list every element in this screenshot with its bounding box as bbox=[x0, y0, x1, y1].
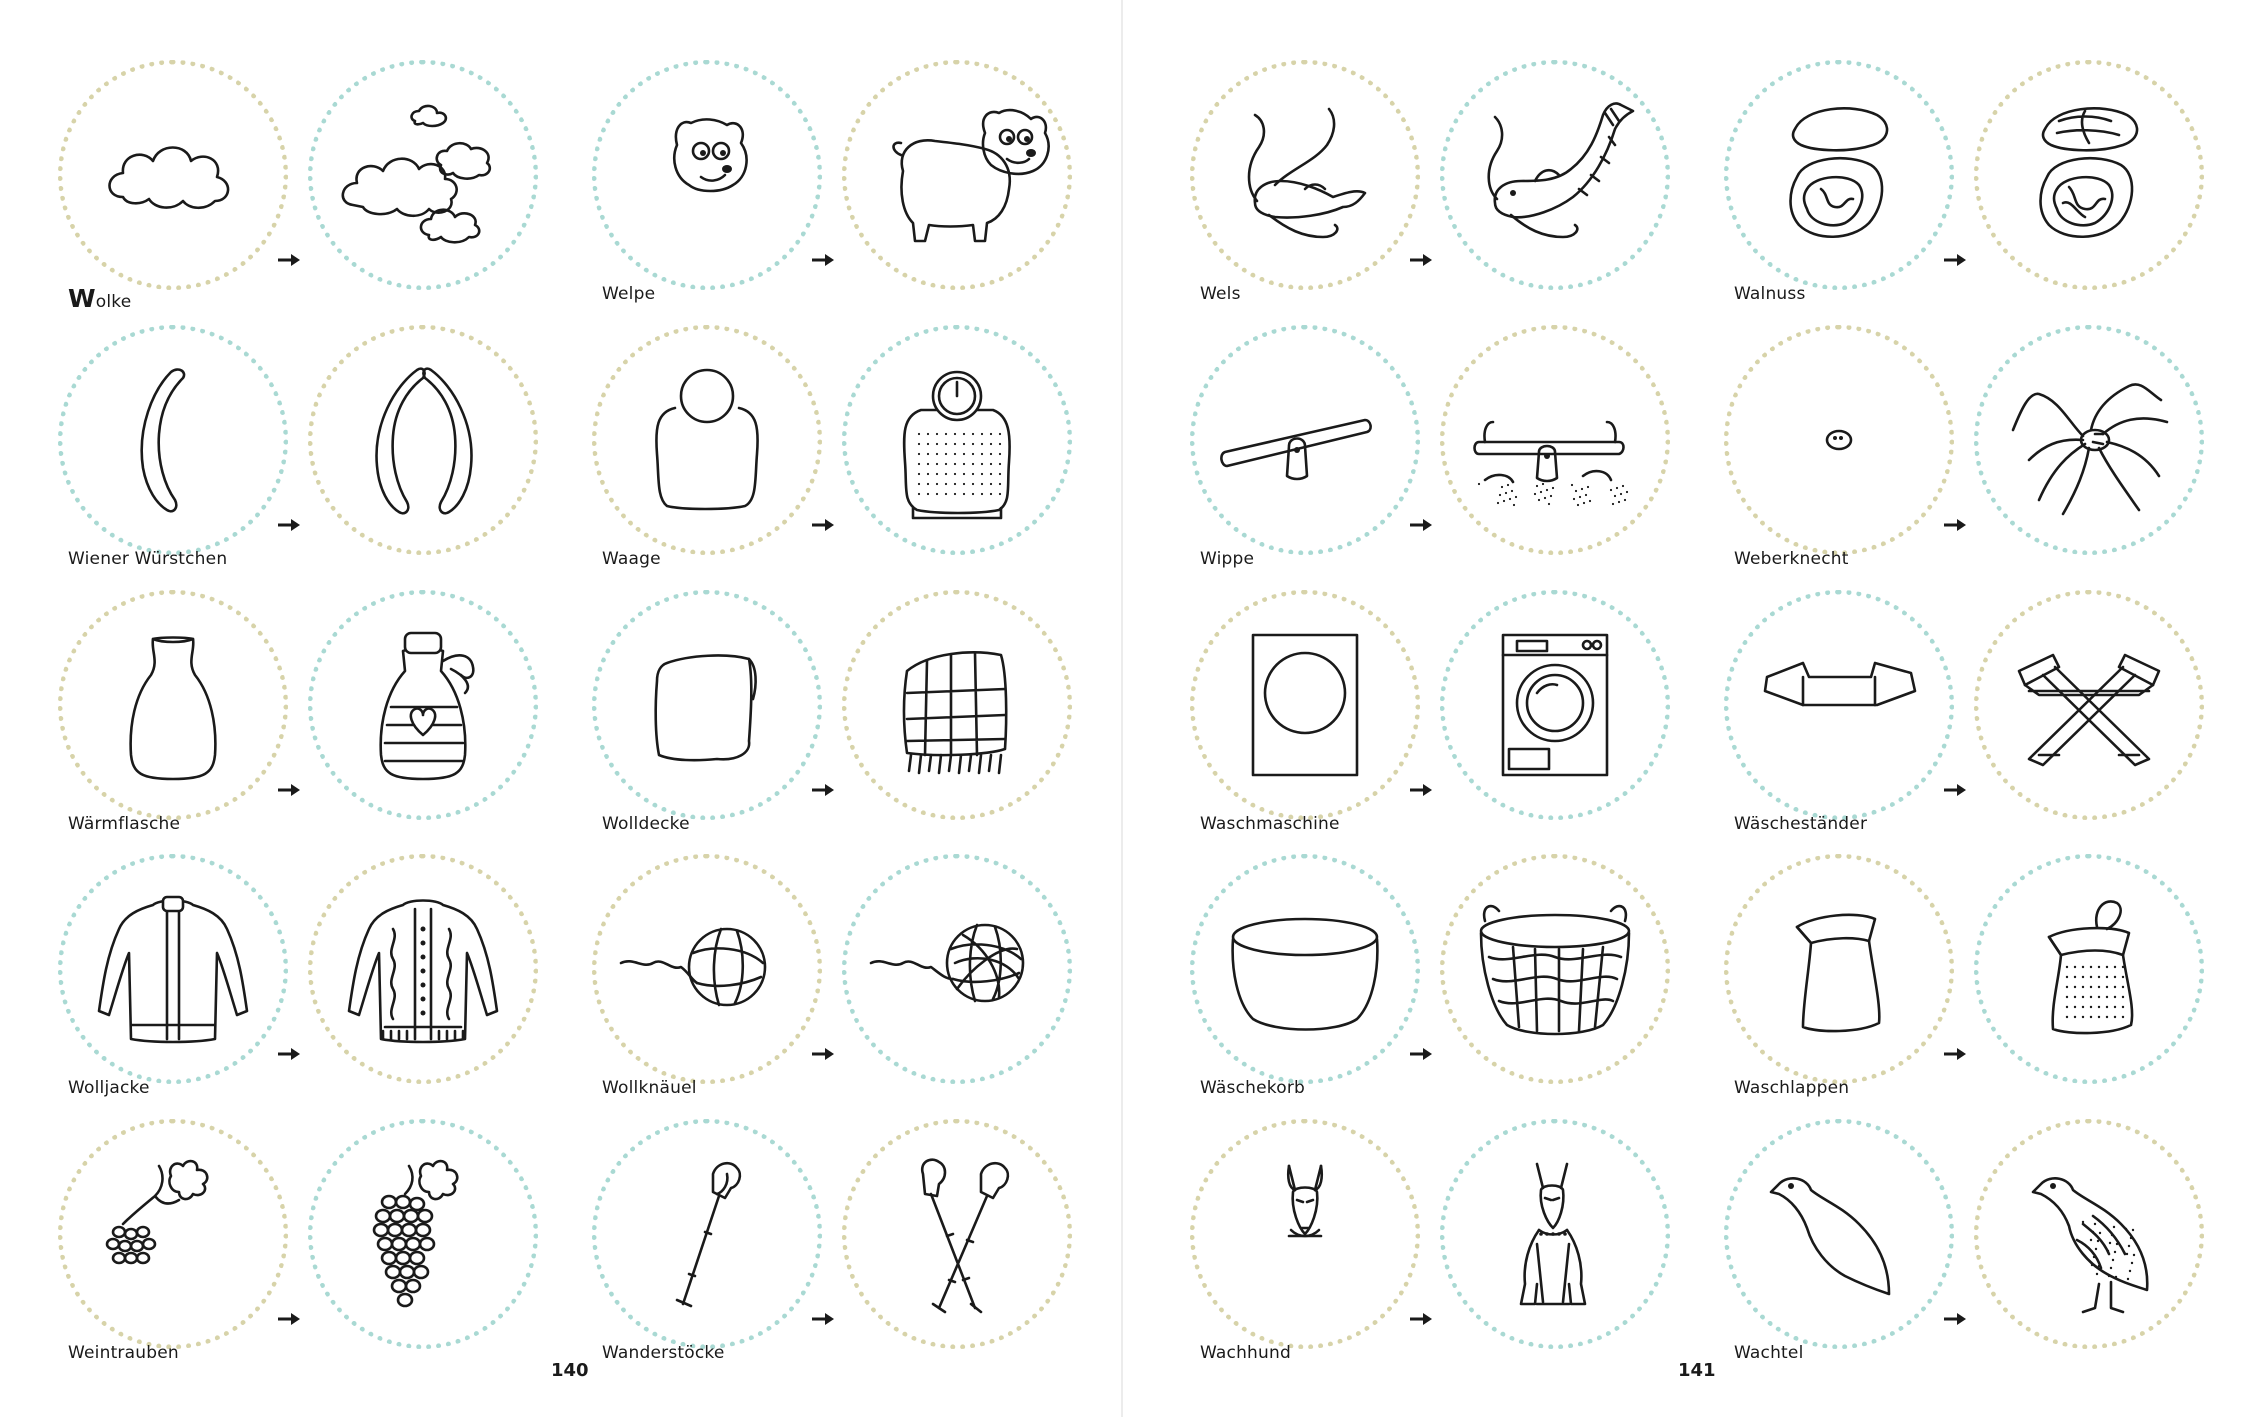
yarn-ball-detailed-icon bbox=[867, 879, 1047, 1059]
vocab-card bbox=[1724, 60, 2234, 324]
arrow-right-icon bbox=[811, 252, 835, 268]
arrow-right-icon bbox=[811, 1046, 835, 1062]
detailed-circle bbox=[842, 590, 1072, 820]
detailed-circle bbox=[308, 325, 538, 555]
bathroom-scale-icon bbox=[867, 350, 1047, 530]
word-label bbox=[602, 814, 690, 834]
label-text: Weintrauben bbox=[68, 1343, 179, 1363]
rack-outline-icon bbox=[1749, 615, 1929, 795]
sausage-pair-icon bbox=[333, 350, 513, 530]
yarn-ball-icon bbox=[617, 879, 797, 1059]
mitt-outline-icon bbox=[1749, 879, 1929, 1059]
outline-circle bbox=[1190, 1119, 1420, 1349]
arrow-right-icon bbox=[811, 782, 835, 798]
detailed-circle bbox=[308, 60, 538, 290]
grapes-bunch-icon bbox=[333, 1144, 513, 1324]
vocab-card bbox=[1724, 325, 2234, 589]
outline-circle bbox=[1724, 325, 1954, 555]
hot-water-bottle-icon bbox=[333, 615, 513, 795]
page-number: 140 bbox=[551, 1360, 589, 1381]
catfish-icon bbox=[1465, 85, 1645, 265]
word-label bbox=[1734, 549, 1849, 569]
jacket-icon bbox=[83, 879, 263, 1059]
vocab-card bbox=[592, 60, 1102, 324]
label-rest: olke bbox=[95, 292, 132, 312]
vocab-card bbox=[1724, 1119, 2234, 1383]
arrow-right-icon bbox=[277, 517, 301, 533]
outline-circle bbox=[1724, 1119, 1954, 1349]
word-label bbox=[602, 549, 661, 569]
label-text: Waschlappen bbox=[1734, 1078, 1850, 1098]
drying-rack-icon bbox=[1999, 615, 2179, 795]
arrow-right-icon bbox=[277, 782, 301, 798]
word-label bbox=[68, 549, 227, 569]
detailed-circle bbox=[1440, 590, 1670, 820]
seesaw-outline-icon bbox=[1215, 350, 1395, 530]
vocab-card bbox=[592, 854, 1102, 1118]
outline-circle bbox=[58, 60, 288, 290]
grapes-small-icon bbox=[83, 1144, 263, 1324]
outline-circle bbox=[58, 325, 288, 555]
catfish-outline-icon bbox=[1215, 85, 1395, 265]
outline-circle bbox=[592, 60, 822, 290]
harvestman-icon bbox=[1999, 350, 2179, 530]
label-text: Wachhund bbox=[1200, 1343, 1291, 1363]
outline-circle bbox=[58, 854, 288, 1084]
outline-circle bbox=[592, 1119, 822, 1349]
vocab-card bbox=[1724, 854, 2234, 1118]
arrow-right-icon bbox=[1943, 252, 1967, 268]
label-text: Walnuss bbox=[1734, 284, 1806, 304]
label-text: Wanderstöcke bbox=[602, 1343, 725, 1363]
word-label bbox=[68, 284, 131, 313]
dog-head-icon bbox=[1215, 1144, 1395, 1324]
word-label bbox=[1734, 814, 1867, 834]
vocab-card bbox=[1190, 60, 1700, 324]
label-text: Wolljacke bbox=[68, 1078, 150, 1098]
label-text: Wachtel bbox=[1734, 1343, 1804, 1363]
detailed-circle bbox=[308, 854, 538, 1084]
washing-machine-icon bbox=[1465, 615, 1645, 795]
word-label bbox=[68, 814, 180, 834]
outline-circle bbox=[1190, 590, 1420, 820]
label-text: Wippe bbox=[1200, 549, 1255, 569]
arrow-right-icon bbox=[277, 252, 301, 268]
quail-icon bbox=[1999, 1144, 2179, 1324]
word-label bbox=[1200, 549, 1254, 569]
puppy-icon bbox=[867, 85, 1047, 265]
outline-circle bbox=[592, 590, 822, 820]
knit-cardigan-icon bbox=[333, 879, 513, 1059]
cushion-outline-icon bbox=[617, 615, 797, 795]
arrow-right-icon bbox=[1409, 1046, 1433, 1062]
puppy-head-icon bbox=[617, 85, 797, 265]
cloud-icon bbox=[83, 85, 263, 265]
label-text: Waschmaschine bbox=[1200, 814, 1340, 834]
vocab-card bbox=[592, 1119, 1102, 1383]
walnut-outline-icon bbox=[1749, 85, 1929, 265]
detailed-circle bbox=[1974, 1119, 2204, 1349]
vocab-card bbox=[58, 854, 568, 1118]
word-label bbox=[1734, 1343, 1804, 1363]
detailed-circle bbox=[1974, 854, 2204, 1084]
label-text: Wäschekorb bbox=[1200, 1078, 1305, 1098]
vocab-card bbox=[1190, 1119, 1700, 1383]
outline-circle bbox=[58, 590, 288, 820]
label-text: Waage bbox=[602, 549, 661, 569]
detailed-circle bbox=[1974, 60, 2204, 290]
label-text: Wolldecke bbox=[602, 814, 690, 834]
arrow-right-icon bbox=[1409, 782, 1433, 798]
detailed-circle bbox=[842, 1119, 1072, 1349]
arrow-right-icon bbox=[1943, 517, 1967, 533]
outline-circle bbox=[592, 854, 822, 1084]
vocab-card bbox=[58, 60, 568, 324]
laundry-basket-icon bbox=[1465, 879, 1645, 1059]
doberman-icon bbox=[1465, 1144, 1645, 1324]
outline-circle bbox=[1190, 60, 1420, 290]
washer-outline-icon bbox=[1215, 615, 1395, 795]
arrow-right-icon bbox=[277, 1046, 301, 1062]
word-label bbox=[1200, 1078, 1305, 1098]
vocab-card bbox=[1724, 590, 2234, 854]
page-141 bbox=[1122, 0, 2244, 1417]
label-text: Wollknäuel bbox=[602, 1078, 697, 1098]
label-text: Wärmflasche bbox=[68, 814, 181, 834]
vocab-card bbox=[58, 325, 568, 589]
outline-circle bbox=[1724, 60, 1954, 290]
label-text: Wäscheständer bbox=[1734, 814, 1868, 834]
arrow-right-icon bbox=[277, 1311, 301, 1327]
arrow-right-icon bbox=[1409, 517, 1433, 533]
hiking-poles-icon bbox=[867, 1144, 1047, 1324]
page-number: 141 bbox=[1678, 1360, 1716, 1381]
vocab-card bbox=[1190, 325, 1700, 589]
vocab-card bbox=[1190, 854, 1700, 1118]
seesaw-icon bbox=[1465, 350, 1645, 530]
label-text: Wiener Würstchen bbox=[68, 549, 228, 569]
detailed-circle bbox=[1440, 325, 1670, 555]
detailed-circle bbox=[308, 590, 538, 820]
label-text: Welpe bbox=[602, 284, 656, 304]
word-label bbox=[1200, 284, 1241, 304]
word-label bbox=[68, 1343, 179, 1363]
word-label bbox=[602, 1343, 725, 1363]
detailed-circle bbox=[1974, 590, 2204, 820]
detailed-circle bbox=[842, 854, 1072, 1084]
detailed-circle bbox=[1440, 854, 1670, 1084]
detailed-circle bbox=[1440, 60, 1670, 290]
hiking-pole-icon bbox=[617, 1144, 797, 1324]
outline-circle bbox=[1724, 590, 1954, 820]
label-text: Wels bbox=[1200, 284, 1241, 304]
word-label bbox=[602, 1078, 697, 1098]
vocab-card bbox=[592, 590, 1102, 854]
outline-circle bbox=[592, 325, 822, 555]
arrow-right-icon bbox=[1943, 1311, 1967, 1327]
outline-circle bbox=[1190, 854, 1420, 1084]
word-label bbox=[68, 1078, 150, 1098]
word-label bbox=[602, 284, 655, 304]
detailed-circle bbox=[1974, 325, 2204, 555]
clouds-icon bbox=[333, 85, 513, 265]
harvestman-body-icon bbox=[1749, 350, 1929, 530]
label-initial: W bbox=[68, 284, 96, 313]
outline-circle bbox=[58, 1119, 288, 1349]
vocab-card bbox=[58, 590, 568, 854]
walnut-icon bbox=[1999, 85, 2179, 265]
outline-circle bbox=[1190, 325, 1420, 555]
arrow-right-icon bbox=[1943, 1046, 1967, 1062]
detailed-circle bbox=[842, 60, 1072, 290]
detailed-circle bbox=[308, 1119, 538, 1349]
bottle-outline-icon bbox=[83, 615, 263, 795]
scale-outline-icon bbox=[617, 350, 797, 530]
arrow-right-icon bbox=[1409, 252, 1433, 268]
basket-outline-icon bbox=[1215, 879, 1395, 1059]
label-text: Weberknecht bbox=[1734, 549, 1849, 569]
washcloth-mitt-icon bbox=[1999, 879, 2179, 1059]
outline-circle bbox=[1724, 854, 1954, 1084]
sausage-icon bbox=[83, 350, 263, 530]
arrow-right-icon bbox=[1943, 782, 1967, 798]
vocab-card bbox=[592, 325, 1102, 589]
arrow-right-icon bbox=[811, 517, 835, 533]
word-label bbox=[1200, 1343, 1291, 1363]
word-label bbox=[1734, 284, 1806, 304]
word-label bbox=[1734, 1078, 1849, 1098]
vocab-card bbox=[58, 1119, 568, 1383]
bird-outline-icon bbox=[1749, 1144, 1929, 1324]
arrow-right-icon bbox=[1409, 1311, 1433, 1327]
detailed-circle bbox=[1440, 1119, 1670, 1349]
vocab-card bbox=[1190, 590, 1700, 854]
arrow-right-icon bbox=[811, 1311, 835, 1327]
detailed-circle bbox=[842, 325, 1072, 555]
word-label bbox=[1200, 814, 1340, 834]
plaid-blanket-icon bbox=[867, 615, 1047, 795]
